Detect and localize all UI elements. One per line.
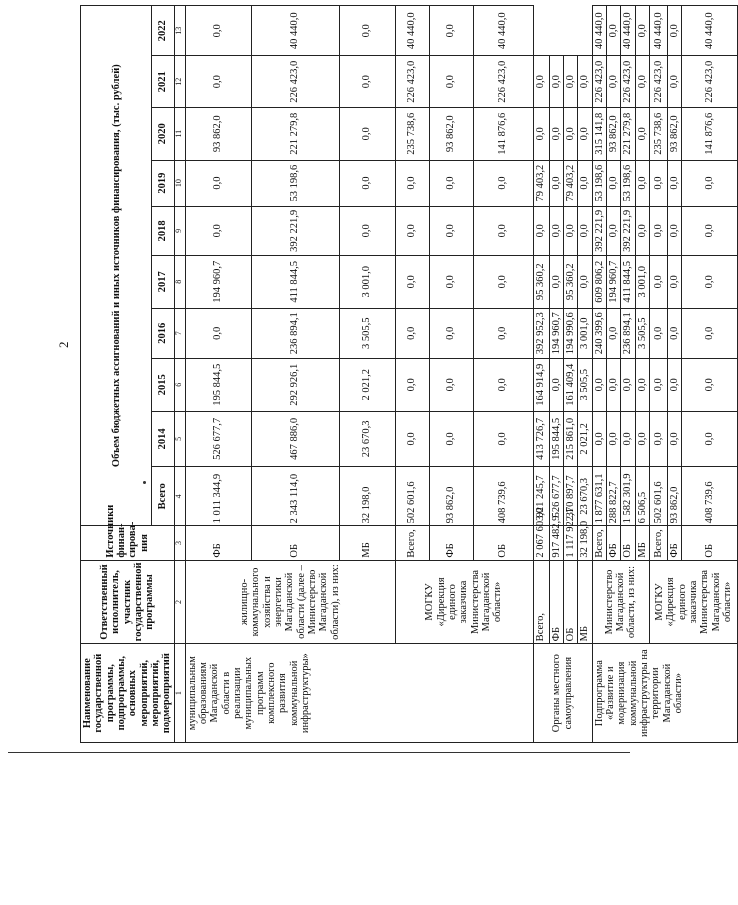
year-value-cell: 226 423,0 <box>592 56 606 107</box>
total-value-cell: 2 067 603,0 <box>533 526 549 560</box>
rotated-table-container <box>80 5 733 743</box>
year-value-cell: 0,0 <box>429 308 473 358</box>
header-year: 2018 <box>152 206 174 255</box>
year-value-cell: 0,0 <box>649 256 667 309</box>
year-value-cell: 292 926,1 <box>251 358 339 411</box>
year-value-cell: 0,0 <box>667 6 681 56</box>
year-value-cell: 0,0 <box>473 411 533 467</box>
year-value-cell: 0,0 <box>549 256 563 309</box>
year-value-cell: 0,0 <box>578 56 592 107</box>
year-value-cell: 0,0 <box>682 206 738 255</box>
year-value-cell: 370 897,7 <box>563 467 577 526</box>
funding-source-cell: Всего, <box>533 560 549 644</box>
year-value-cell: 0,0 <box>429 358 473 411</box>
year-value-cell: 0,0 <box>606 308 620 358</box>
total-value-cell: 6 506,5 <box>635 467 649 526</box>
year-value-cell: 0,0 <box>649 160 667 206</box>
year-value-cell: 0,0 <box>667 358 681 411</box>
year-value-cell: 0,0 <box>473 358 533 411</box>
responsible-cell: МОГКУ «Дирекция единого заказчика Министерства Магаданской области» <box>395 560 533 644</box>
year-value-cell: 0,0 <box>533 107 549 160</box>
column-index-cell: 1 <box>174 644 185 743</box>
table-row <box>649 6 667 743</box>
year-value-cell: 40 440,0 <box>621 6 635 56</box>
year-value-cell: 0,0 <box>667 308 681 358</box>
table-row <box>185 6 251 743</box>
funding-source-cell: ОБ <box>473 526 533 560</box>
header-year: 2019 <box>152 160 174 206</box>
year-value-cell: 226 423,0 <box>682 56 738 107</box>
scan-speck <box>143 481 146 484</box>
total-value-cell: 1 582 301,9 <box>621 467 635 526</box>
year-value-cell: 221 279,8 <box>621 107 635 160</box>
year-value-cell: 0,0 <box>649 206 667 255</box>
year-value-cell: 0,0 <box>429 56 473 107</box>
responsible-cell: жилищно-коммунального хозяйства и энергетики Магаданской области (далее – Министерство Магаданской области), из них: <box>185 560 395 644</box>
funding-source-cell: Всего, <box>649 526 667 560</box>
year-value-cell: 411 844,5 <box>251 256 339 309</box>
year-value-cell: 0,0 <box>429 206 473 255</box>
year-value-cell: 0,0 <box>682 411 738 467</box>
year-value-cell: 0,0 <box>185 56 251 107</box>
year-value-cell: 0,0 <box>533 56 549 107</box>
year-value-cell: 0,0 <box>473 160 533 206</box>
total-value-cell: 2 343 114,0 <box>251 467 339 526</box>
year-value-cell: 141 876,6 <box>682 107 738 160</box>
year-value-cell: 164 914,9 <box>533 358 549 411</box>
column-index-cell: 5 <box>174 411 185 467</box>
total-value-cell: 93 862,0 <box>429 467 473 526</box>
funding-source-cell: ФБ <box>667 526 681 560</box>
table-row <box>563 6 577 743</box>
funding-source-cell: ФБ <box>606 526 620 560</box>
year-value-cell: 0,0 <box>667 56 681 107</box>
year-value-cell: 0,0 <box>667 160 681 206</box>
year-value-cell: 0,0 <box>339 160 395 206</box>
year-value-cell: 0,0 <box>682 358 738 411</box>
column-index-cell: 2 <box>174 560 185 644</box>
total-value-cell: 502 601,6 <box>395 467 429 526</box>
year-value-cell: 0,0 <box>592 358 606 411</box>
column-index-cell: 4 <box>174 467 185 526</box>
year-value-cell: 0,0 <box>606 6 620 56</box>
funding-source-cell: ОБ <box>682 526 738 560</box>
year-value-cell: 236 894,1 <box>621 308 635 358</box>
year-value-cell: 0,0 <box>339 6 395 56</box>
responsible-cell: Министерство Магаданской области, из них: <box>592 560 649 644</box>
year-value-cell: 226 423,0 <box>621 56 635 107</box>
year-value-cell: 3 505,5 <box>339 308 395 358</box>
year-value-cell: 0,0 <box>339 206 395 255</box>
year-value-cell: 0,0 <box>635 160 649 206</box>
column-index-cell: 12 <box>174 56 185 107</box>
year-value-cell: 95 360,2 <box>533 256 549 309</box>
year-value-cell: 392 952,3 <box>533 308 549 358</box>
total-value-cell: 1 011 344,9 <box>185 467 251 526</box>
total-value-cell: 288 822,7 <box>606 467 620 526</box>
year-value-cell: 411 844,5 <box>621 256 635 309</box>
program-name-cell: муниципальным образованиям Магаданской области в реализации муниципальных программ комплексного развития коммунальной инфраструктуры» <box>185 644 533 743</box>
year-value-cell: 0,0 <box>621 358 635 411</box>
year-value-cell: 0,0 <box>592 411 606 467</box>
header-year: 2015 <box>152 358 174 411</box>
year-value-cell: 40 440,0 <box>682 6 738 56</box>
year-value-cell: 0,0 <box>473 256 533 309</box>
header-volume: Объем бюджетных ассигнований и иных источников финансирования, (тыс. рублей) <box>81 6 152 526</box>
column-index-cell: 13 <box>174 6 185 56</box>
funding-source-cell: Всего, <box>395 526 429 560</box>
year-value-cell: 0,0 <box>563 107 577 160</box>
total-value-cell: 32 198,0 <box>578 526 592 560</box>
table-row <box>533 6 549 743</box>
year-value-cell: 0,0 <box>395 308 429 358</box>
year-value-cell: 526 677,7 <box>185 411 251 467</box>
year-value-cell: 2 021,2 <box>339 358 395 411</box>
table-body <box>185 6 738 743</box>
year-value-cell: 53 198,6 <box>592 160 606 206</box>
header-total: Всего <box>152 467 174 526</box>
year-value-cell: 0,0 <box>473 308 533 358</box>
column-index-cell: 11 <box>174 107 185 160</box>
funding-source-cell: МБ <box>339 526 395 560</box>
year-value-cell: 240 399,6 <box>592 308 606 358</box>
funding-source-cell: Всего, <box>592 526 606 560</box>
year-value-cell: 194 960,7 <box>606 256 620 309</box>
year-value-cell: 0,0 <box>185 206 251 255</box>
year-value-cell: 392 221,9 <box>251 206 339 255</box>
table-row <box>592 6 606 743</box>
year-value-cell: 195 844,5 <box>549 411 563 467</box>
year-value-cell: 526 677,7 <box>549 467 563 526</box>
year-value-cell: 0,0 <box>682 308 738 358</box>
year-value-cell: 3 505,5 <box>635 308 649 358</box>
year-value-cell: 95 360,2 <box>563 256 577 309</box>
year-value-cell: 0,0 <box>621 411 635 467</box>
year-value-cell: 0,0 <box>395 206 429 255</box>
year-value-cell: 235 738,6 <box>649 107 667 160</box>
header-name: Наименование государственной программы, подпрограммы, основных мероприятий, мероприятий, подмероприятий <box>81 644 175 743</box>
year-value-cell: 0,0 <box>667 206 681 255</box>
total-value-cell: 408 739,6 <box>473 467 533 526</box>
year-value-cell: 0,0 <box>549 160 563 206</box>
column-index-cell: 3 <box>174 526 185 560</box>
year-value-cell: 0,0 <box>533 206 549 255</box>
year-value-cell: 2 021,2 <box>578 411 592 467</box>
year-value-cell: 413 726,7 <box>533 411 549 467</box>
year-value-cell: 0,0 <box>606 411 620 467</box>
year-value-cell: 235 738,6 <box>395 107 429 160</box>
year-value-cell: 40 440,0 <box>473 6 533 56</box>
header-source: Источники финан-сирова-ния <box>81 526 175 560</box>
funding-source-cell: ФБ <box>549 560 563 644</box>
year-value-cell: 0,0 <box>429 6 473 56</box>
column-index-cell: 10 <box>174 160 185 206</box>
page-number: 2 <box>56 341 71 348</box>
year-value-cell: 236 894,1 <box>251 308 339 358</box>
year-value-cell: 3 001,0 <box>635 256 649 309</box>
year-value-cell: 93 862,0 <box>185 107 251 160</box>
year-value-cell: 0,0 <box>682 160 738 206</box>
year-value-cell: 141 876,6 <box>473 107 533 160</box>
total-value-cell: 1 877 631,1 <box>592 467 606 526</box>
page-divider <box>8 752 630 753</box>
year-value-cell: 0,0 <box>635 107 649 160</box>
year-value-cell: 392 221,9 <box>621 206 635 255</box>
year-value-cell: 0,0 <box>578 206 592 255</box>
year-value-cell: 79 403,2 <box>533 160 549 206</box>
program-name-cell: Подпрограмма «Развитие и модернизация коммунальной инфраструктуры на территории Магаданской области» <box>592 644 738 743</box>
year-value-cell: 0,0 <box>649 411 667 467</box>
total-value-cell: 1 117 922,1 <box>563 526 577 560</box>
year-value-cell: 0,0 <box>682 256 738 309</box>
table-row <box>578 6 592 743</box>
year-value-cell: 226 423,0 <box>649 56 667 107</box>
year-value-cell: 0,0 <box>563 206 577 255</box>
year-value-cell: 0,0 <box>473 206 533 255</box>
header-year: 2017 <box>152 256 174 309</box>
year-value-cell: 0,0 <box>339 56 395 107</box>
funding-source-cell: ОБ <box>621 526 635 560</box>
column-index-row <box>174 6 185 743</box>
header-year: 2021 <box>152 56 174 107</box>
budget-table <box>80 5 738 743</box>
funding-source-cell: ФБ <box>429 526 473 560</box>
total-value-cell: 408 739,6 <box>682 467 738 526</box>
header-responsible: Ответственный исполнитель, участник государственной программы <box>81 560 175 644</box>
header-year: 2016 <box>152 308 174 358</box>
year-value-cell: 23 670,3 <box>578 467 592 526</box>
year-value-cell: 0,0 <box>578 256 592 309</box>
header-year: 2020 <box>152 107 174 160</box>
column-index-cell: 7 <box>174 308 185 358</box>
year-value-cell: 0,0 <box>185 6 251 56</box>
year-value-cell: 53 198,6 <box>251 160 339 206</box>
funding-source-cell: МБ <box>578 560 592 644</box>
year-value-cell: 0,0 <box>606 358 620 411</box>
year-value-cell: 0,0 <box>549 206 563 255</box>
total-value-cell: 32 198,0 <box>339 467 395 526</box>
year-value-cell: 53 198,6 <box>621 160 635 206</box>
year-value-cell: 194 960,7 <box>549 308 563 358</box>
year-value-cell: 0,0 <box>667 256 681 309</box>
funding-source-cell: ОБ <box>251 526 339 560</box>
year-value-cell: 0,0 <box>635 206 649 255</box>
year-value-cell: 0,0 <box>563 56 577 107</box>
year-value-cell: 194 960,7 <box>185 256 251 309</box>
year-value-cell: 93 862,0 <box>667 107 681 160</box>
table-row <box>549 6 563 743</box>
year-value-cell: 392 221,9 <box>592 206 606 255</box>
year-value-cell: 0,0 <box>649 308 667 358</box>
responsible-cell: МОГКУ «Дирекция единого заказчика Министерства Магаданской области» <box>649 560 737 644</box>
year-value-cell: 0,0 <box>606 206 620 255</box>
column-index-cell: 9 <box>174 206 185 255</box>
year-value-cell: 226 423,0 <box>251 56 339 107</box>
responsible-cell: Органы местного самоуправления <box>533 644 592 743</box>
year-value-cell: 0,0 <box>395 411 429 467</box>
year-value-cell: 40 440,0 <box>251 6 339 56</box>
year-value-cell: 0,0 <box>549 107 563 160</box>
year-value-cell: 3 505,5 <box>578 358 592 411</box>
year-value-cell: 0,0 <box>185 160 251 206</box>
year-value-cell: 0,0 <box>667 411 681 467</box>
year-value-cell: 0,0 <box>606 160 620 206</box>
year-value-cell: 3 001,0 <box>339 256 395 309</box>
header-year: 2014 <box>152 411 174 467</box>
funding-source-cell: ФБ <box>185 526 251 560</box>
year-value-cell: 0,0 <box>395 160 429 206</box>
year-value-cell: 0,0 <box>429 411 473 467</box>
column-index-cell: 8 <box>174 256 185 309</box>
year-value-cell: 79 403,2 <box>563 160 577 206</box>
year-value-cell: 40 440,0 <box>395 6 429 56</box>
year-value-cell: 0,0 <box>429 160 473 206</box>
year-value-cell: 315 141,8 <box>592 107 606 160</box>
year-value-cell: 40 440,0 <box>649 6 667 56</box>
year-value-cell: 194 990,6 <box>563 308 577 358</box>
year-value-cell: 0,0 <box>578 107 592 160</box>
year-value-cell: 0,0 <box>649 358 667 411</box>
table-row <box>395 6 429 743</box>
year-value-cell: 0,0 <box>395 358 429 411</box>
year-value-cell: 0,0 <box>185 308 251 358</box>
year-value-cell: 226 423,0 <box>473 56 533 107</box>
year-value-cell: 0,0 <box>578 160 592 206</box>
year-value-cell: 221 279,8 <box>251 107 339 160</box>
year-value-cell: 0,0 <box>635 56 649 107</box>
total-value-cell: 917 482,9 <box>549 526 563 560</box>
funding-source-cell: МБ <box>635 526 649 560</box>
year-value-cell: 40 440,0 <box>592 6 606 56</box>
year-value-cell: 93 862,0 <box>606 107 620 160</box>
year-value-cell: 215 861,0 <box>563 411 577 467</box>
funding-source-cell: ОБ <box>563 560 577 644</box>
year-value-cell: 195 844,5 <box>185 358 251 411</box>
year-value-cell: 0,0 <box>549 358 563 411</box>
year-value-cell: 3 001,0 <box>578 308 592 358</box>
year-value-cell: 0,0 <box>395 256 429 309</box>
year-value-cell: 93 862,0 <box>429 107 473 160</box>
year-value-cell: 0,0 <box>606 56 620 107</box>
year-value-cell: 161 409,4 <box>563 358 577 411</box>
year-value-cell: 0,0 <box>635 6 649 56</box>
year-value-cell: 467 886,0 <box>251 411 339 467</box>
column-index-cell: 6 <box>174 358 185 411</box>
year-value-cell: 0,0 <box>549 56 563 107</box>
year-value-cell: 226 423,0 <box>395 56 429 107</box>
header-year: 2022 <box>152 6 174 56</box>
year-value-cell: 0,0 <box>339 107 395 160</box>
year-value-cell: 0,0 <box>429 256 473 309</box>
year-value-cell: 609 806,2 <box>592 256 606 309</box>
year-value-cell: 921 245,7 <box>533 467 549 526</box>
year-value-cell: 0,0 <box>635 358 649 411</box>
year-value-cell: 0,0 <box>635 411 649 467</box>
total-value-cell: 93 862,0 <box>667 467 681 526</box>
total-value-cell: 502 601,6 <box>649 467 667 526</box>
year-value-cell: 23 670,3 <box>339 411 395 467</box>
